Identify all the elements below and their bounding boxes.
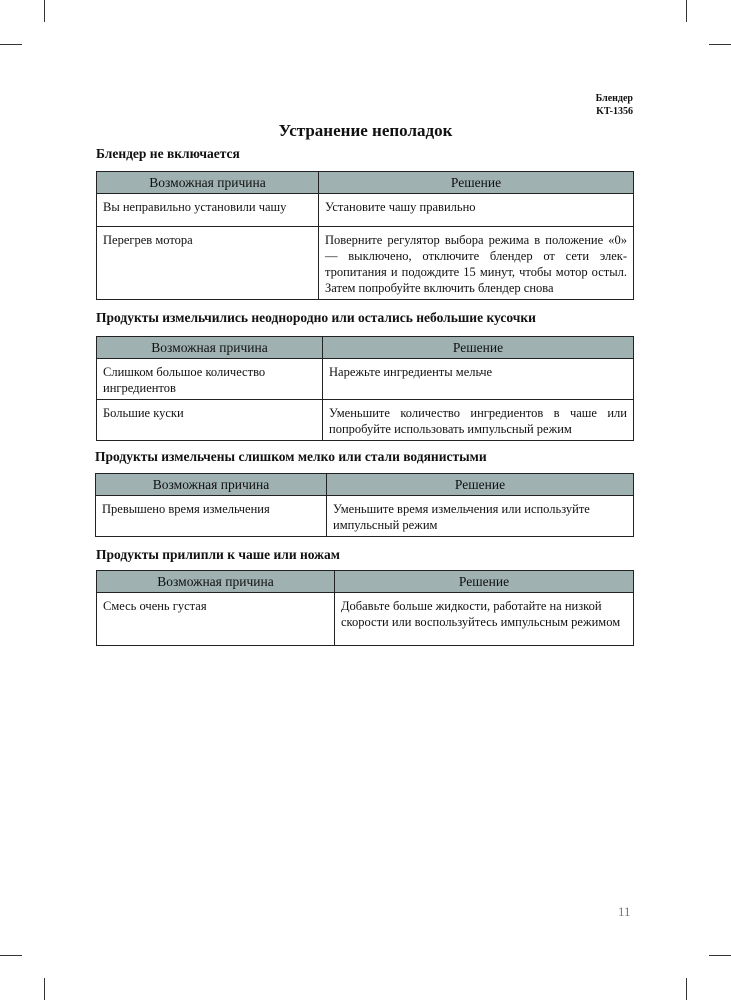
column-header-cause: Возможная причина — [97, 337, 323, 359]
crop-mark — [0, 955, 22, 956]
section-heading: Блендер не включается — [96, 146, 240, 161]
column-header-cause: Возможная причина — [97, 172, 319, 194]
table-row — [97, 593, 634, 646]
solution-cell: Нарежьте ингредиенты мельче — [323, 359, 634, 400]
solution-cell: Уменьшите количество ингредиентов в чаше или попробуйте использовать импульсный режим — [323, 400, 634, 441]
column-header-solution: Решение — [327, 474, 634, 496]
header-model: KT-1356 — [596, 106, 633, 117]
troubleshooting-table — [95, 473, 634, 537]
crop-mark — [686, 978, 687, 1000]
cause-cell: Смесь очень густая — [97, 593, 335, 646]
crop-mark — [709, 44, 731, 45]
header-product: Блендер — [595, 93, 633, 104]
cause-cell: Превышено время измельчения — [96, 496, 327, 537]
crop-mark — [44, 978, 45, 1000]
solution-cell: Поверните регулятор выбора режима в положение «0» — выключено, отключите блендер от сети элек-тропитания и подождите 15 минут, чтобы мотор остыл. Затем попробуйте включить блендер снова — [319, 227, 634, 300]
table-header-row — [96, 474, 634, 496]
column-header-cause: Возможная причина — [97, 571, 335, 593]
column-header-cause: Возможная причина — [96, 474, 327, 496]
table-header-row — [97, 172, 634, 194]
page-title: Устранение неполадок — [278, 121, 453, 140]
troubleshooting-table — [96, 336, 634, 441]
crop-mark — [0, 44, 22, 45]
table-row — [97, 359, 634, 400]
table-row — [97, 227, 634, 300]
table-header-row — [97, 337, 634, 359]
cause-cell: Перегрев мотора — [97, 227, 319, 300]
table-row — [97, 400, 634, 441]
troubleshooting-table — [96, 171, 634, 300]
crop-mark — [709, 955, 731, 956]
solution-cell: Уменьшите время измельчения или используйте импульсный режим — [327, 496, 634, 537]
cause-cell: Вы неправильно установили чашу — [97, 194, 319, 227]
solution-cell: Установите чашу правильно — [319, 194, 634, 227]
solution-cell: Добавьте больше жидкости, работайте на низкой скорости или воспользуйтесь импульсным режимом — [335, 593, 634, 646]
section-heading: Продукты прилипли к чаше или ножам — [96, 547, 340, 562]
column-header-solution: Решение — [323, 337, 634, 359]
table-row — [97, 194, 634, 227]
cause-cell: Слишком большое количество ингредиентов — [97, 359, 323, 400]
section-heading: Продукты измельчились неоднородно или остались небольшие кусочки — [96, 310, 536, 325]
column-header-solution: Решение — [319, 172, 634, 194]
column-header-solution: Решение — [335, 571, 634, 593]
cause-cell: Большие куски — [97, 400, 323, 441]
table-row — [96, 496, 634, 537]
troubleshooting-table — [96, 570, 634, 646]
page-number: 11 — [618, 904, 631, 919]
section-heading: Продукты измельчены слишком мелко или стали водянистыми — [95, 449, 487, 464]
crop-mark — [44, 0, 45, 22]
running-header — [596, 92, 633, 118]
table-header-row — [97, 571, 634, 593]
crop-mark — [686, 0, 687, 22]
